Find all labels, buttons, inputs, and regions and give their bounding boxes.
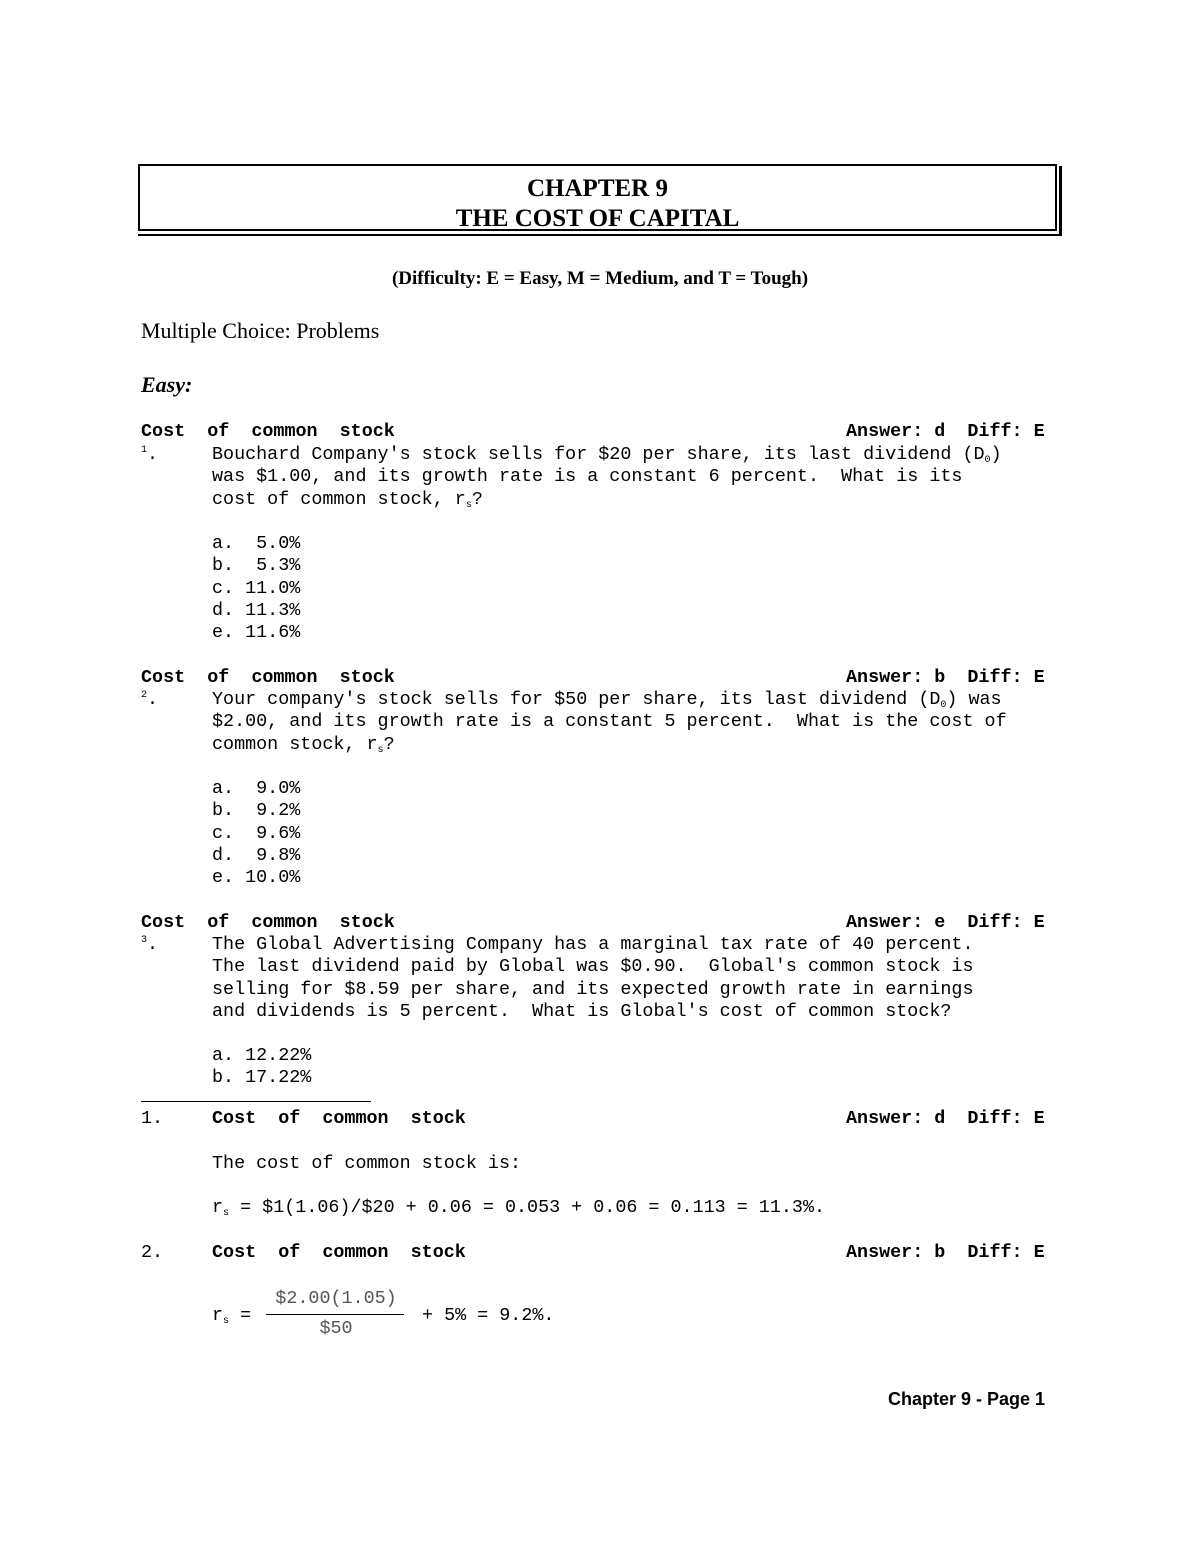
solution-number: 1. (141, 1108, 164, 1129)
question-topic: Cost of common stock (141, 421, 395, 442)
answer-choice: d. 9.8% (212, 845, 301, 866)
answer-choice: a. 9.0% (212, 778, 301, 799)
question-text-line: selling for $8.59 per share, and its expected growth rate in earnings (212, 979, 974, 1000)
question-number: $^2$. (141, 689, 159, 710)
question-text-line: cost of common stock, $r_s$? (212, 489, 483, 511)
question-answer-diff: Answer: d Diff: E (846, 421, 1045, 442)
solution-answer-diff: Answer: b Diff: E (846, 1242, 1045, 1263)
answer-choice: d. 11.3% (212, 600, 301, 621)
subsection-heading: Easy: (141, 372, 193, 397)
fraction-numerator: $2.00(1.05) (275, 1288, 397, 1309)
answer-choice: a. 12.22% (212, 1045, 312, 1066)
question-text-line: common stock, $r_s$? (212, 734, 395, 756)
question-text-line: Bouchard Company's stock sells for $20 per share, its last dividend $(D_0)$ (212, 444, 1002, 466)
title-box-shadow-bottom (138, 234, 1062, 236)
solution-number: 2. (141, 1242, 164, 1263)
answer-choice: b. 17.22% (212, 1067, 312, 1088)
solution-formula: $r_s$ = $1(1.06)/$20 + 0.06 = 0.053 + 0.06 = 0.113 = 11.3%. (212, 1197, 826, 1219)
solution-formula-lhs: $r_s$ = (212, 1305, 252, 1327)
answer-choice: c. 11.0% (212, 578, 301, 599)
question-text-line: The Global Advertising Company has a marginal tax rate of 40 percent. (212, 934, 974, 955)
question-text-line: The last dividend paid by Global was $0.90. Global's common stock is (212, 956, 974, 977)
fraction-bar (266, 1314, 404, 1315)
question-text-line: Your company's stock sells for $50 per share, its last dividend $(D_0)$ was (212, 689, 1002, 711)
answer-choice: e. 10.0% (212, 867, 301, 888)
answer-choice: a. 5.0% (212, 533, 301, 554)
chapter-title: THE COST OF CAPITAL (455, 205, 740, 232)
question-number: $^1$. (141, 444, 159, 465)
section-heading: Multiple Choice: Problems (141, 318, 380, 343)
solution-topic: Cost of common stock (212, 1242, 466, 1263)
chapter-title-box (138, 164, 1057, 231)
solution-text: The cost of common stock is: (212, 1153, 522, 1174)
question-answer-diff: Answer: b Diff: E (846, 667, 1045, 688)
question-text-line: $2.00, and its growth rate is a constant 5 percent. What is the cost of (212, 711, 1007, 732)
question-text-line: and dividends is 5 percent. What is Global's cost of common stock? (212, 1001, 952, 1022)
question-topic: Cost of common stock (141, 912, 395, 933)
footnote-separator (141, 1101, 371, 1102)
answer-choice: c. 9.6% (212, 823, 301, 844)
question-number: $^3$. (141, 934, 159, 955)
page-footer: Chapter 9 - Page 1 (888, 1389, 1046, 1409)
solution-topic: Cost of common stock (212, 1108, 466, 1129)
question-topic: Cost of common stock (141, 667, 395, 688)
question-answer-diff: Answer: e Diff: E (846, 912, 1045, 933)
title-box-shadow-right (1059, 166, 1062, 236)
fraction-denominator: $50 (319, 1318, 353, 1339)
difficulty-legend: (Difficulty: E = Easy, M = Medium, and T = Tough) (391, 268, 809, 289)
question-text-line: was $1.00, and its growth rate is a constant 6 percent. What is its (212, 466, 963, 487)
answer-choice: b. 9.2% (212, 800, 301, 821)
solution-formula-rhs: + 5% = 9.2%. (422, 1305, 555, 1326)
answer-choice: b. 5.3% (212, 555, 301, 576)
solution-answer-diff: Answer: d Diff: E (846, 1108, 1045, 1129)
answer-choice: e. 11.6% (212, 622, 301, 643)
chapter-number: CHAPTER 9 (527, 175, 668, 202)
